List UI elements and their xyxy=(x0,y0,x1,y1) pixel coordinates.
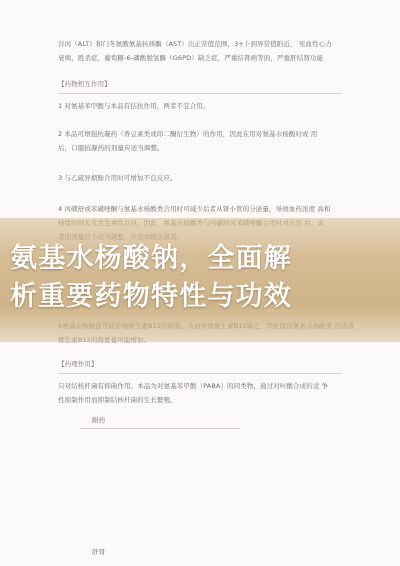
document-line: 1 对氨基苯甲酸与本品有拮抗作用，两者不宜合用。 xyxy=(58,102,210,110)
document-line: 4 丙磺舒或苯磺唑酮与氨基水杨酸类合用时可减少后者从肾小管的分泌量，导致血药浓度 高和 xyxy=(58,205,331,213)
divider xyxy=(80,428,240,429)
document-line: 耐药 xyxy=(92,416,106,424)
document-line: 3 与乙硫异烟胺合用时可增加不良反应。 xyxy=(58,174,177,182)
document-line: 性抑制作用而抑制结核杆菌的生长繁殖。 xyxy=(58,396,177,404)
section-heading-pharmacology: 【药理作用】 xyxy=(58,360,98,368)
document-line: 2 本品可增强抗凝药（香豆素类或茚二酮衍生物）的作用，因此在用对氨基水杨酸时或 用 xyxy=(58,130,318,138)
document-line: 只对结核杆菌有抑菌作用。本品为对氨基苯甲酸（PABA）的同类物，通过对叶酸合成的竞 争 xyxy=(58,382,329,390)
title-banner xyxy=(0,218,400,342)
document-line: 后，口服抗凝药的剂量应适当调整。 xyxy=(58,144,164,152)
banner-title-line-2: 析重要药物特性与功效 xyxy=(10,281,292,312)
section-heading-interactions: 【药物相互作用】 xyxy=(58,80,111,88)
divider xyxy=(58,373,342,374)
banner-title-line-1: 氨基水杨酸钠，全面解 xyxy=(10,243,292,274)
divider xyxy=(58,93,342,94)
document-line: 谷丙（ALT）和门冬氨酸氨基转移酶（AST）出正常值范围，3+卜到异常值附近， 宪血性心力 xyxy=(58,40,332,48)
document-line: 肝肾 xyxy=(92,548,106,556)
document-line: 衰竭，胜杀症，葡萄糖-6-磷酸脱氢酶（G6PD）缺乏症，严重结肾病等的，严重肝结肾功能 xyxy=(58,54,324,62)
